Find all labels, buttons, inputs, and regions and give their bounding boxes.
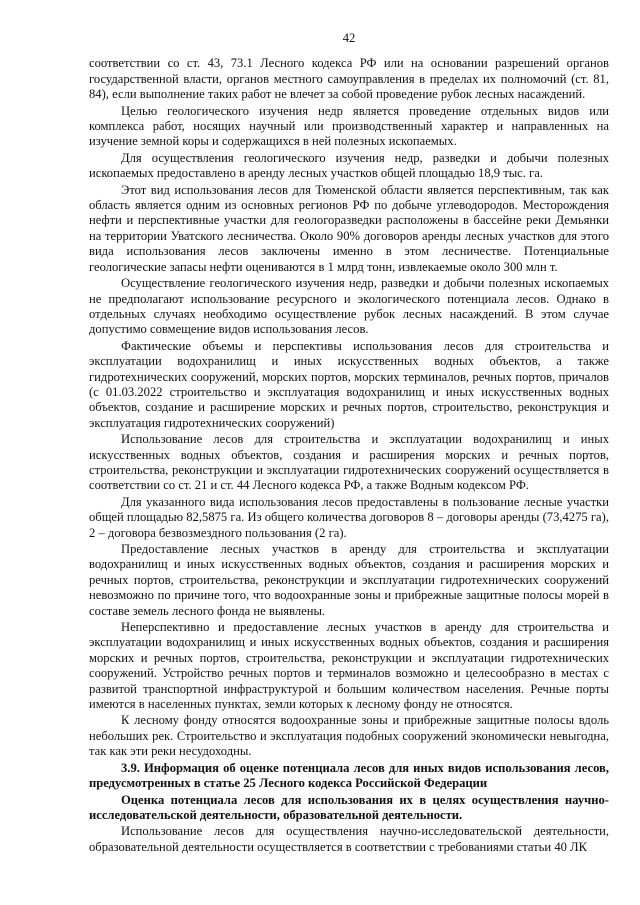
paragraph-water-objects-title: Фактические объемы и перспективы использования лесов для строительства и эксплуатации водохранилищ и иных искусственных водных объектов, а также гидротехнических сооружений, морских портов, морских терминалов, речных портов, причалов (с 01.03.2022 строительство и эксплуатация водохранилищ и иных искусственных водных объектов, создание и расширение морских и речных портов, строительство, реконструкция и эксплуатация гидротехнических сооружений) (89, 338, 609, 430)
paragraph-water-objects-law: Использование лесов для строительства и эксплуатации водохранилищ и иных искусственных водных объектов, создания и расширения морских и речных портов, строительства, реконструкции и эксплуатации гидротехнических сооружений осуществляется в соответствии со ст. 21 и ст. 44 Лесного кодекса РФ, а также Водным кодексом РФ. (89, 432, 609, 493)
paragraph-lease-impossible: Предоставление лесных участков в аренду для строительства и эксплуатации водохранилищ и иных искусственных водных объектов, создания и расширения морских и речных портов, строительства, реконструкции и эксплуатации гидротехнических сооружений невозможно по причине того, что водоохранные зоны и прибрежные защитные полосы морей в составе земель лесного фонда не выявлены. (89, 542, 609, 618)
paragraph-lease-unpromising: Неперспективно и предоставление лесных участков в аренду для строительства и эксплуатации водохранилищ и иных искусственных водных объектов, создания и расширения морских и речных портов, строительства, реконструкции и эксплуатации гидротехнических сооружений. Устройство речных портов и терминалов возможно и целесообразно в местах с развитой транспортной инфраструктурой и большим количеством населения. Речные порты имеются в населенных пунктах, земли которых к лесному фонду не относятся. (89, 620, 609, 712)
subsection-heading: Оценка потенциала лесов для использования их в целях осуществления научно-исследовательской деятельности, образовательной деятельности. (89, 792, 609, 822)
paragraph-water-objects-area: Для указанного вида использования лесов предоставлены в пользование лесные участки общей площадью 82,5875 га. Из общего количества договоров 8 – договоры аренды (73,4275 га), 2 – договора безвозмездного пользования (2 га). (89, 494, 609, 540)
paragraph-small-rivers: К лесному фонду относятся водоохранные зоны и прибрежные защитные полосы вдоль небольших рек. Строительство и эксплуатация подобных сооружений экономически невыгодна, так как эти реки несудоходны. (89, 713, 609, 759)
paragraph-tyumen-prospects: Этот вид использования лесов для Тюменской области является перспективным, так как область является одним из основных регионов РФ по добыче углеводородов. Месторождения нефти и перспективные участки для геологоразведки расположены в бассейне реки Демьянки на территории Уватского лесничества. Около 90% договоров аренды лесных участков для этого вида использования лесов заключены именно в этом лесничестве. Потенциальные геологические запасы нефти оцениваются в 1 млрд тонн, извлекаемые около 300 млн т. (89, 182, 609, 274)
paragraph-research-use: Использование лесов для осуществления научно-исследовательской деятельности, образовательной деятельности осуществляется в соответствии с требованиями статьи 40 ЛК (89, 824, 609, 854)
paragraph-geology-goal: Целью геологического изучения недр является проведение отдельных видов или комплекса работ, носящих научный или производственный характер и направленных на изучение земной коры и содержащихся в ней полезных ископаемых. (89, 103, 609, 149)
paragraph-geology-area: Для осуществления геологического изучения недр, разведки и добычи полезных ископаемых предоставлено в аренду лесных участков общей площадью 18,9 тыс. га. (89, 150, 609, 181)
paragraph-resource-potential: Осуществление геологического изучения недр, разведки и добычи полезных ископаемых не предполагают использование ресурсного и экологического потенциала лесов. Однако в отдельных случаях необходимо осуществление рубок лесных насаждений. В этом случае допустимо совмещение видов использования лесов. (89, 276, 609, 337)
paragraph-continuation: соответствии со ст. 43, 73.1 Лесного кодекса РФ или на основании разрешений органов государственной власти, органов местного самоуправления в пределах их полномочий (ст. 81, 84), если выполнение таких работ не влечет за собой проведение рубок лесных насаждений. (89, 56, 609, 102)
section-heading: 3.9. Информация об оценке потенциала лесов для иных видов использования лесов, предусмотренных в статье 25 Лесного кодекса Российской Федерации (89, 760, 609, 791)
page-number: 42 (342, 31, 356, 45)
